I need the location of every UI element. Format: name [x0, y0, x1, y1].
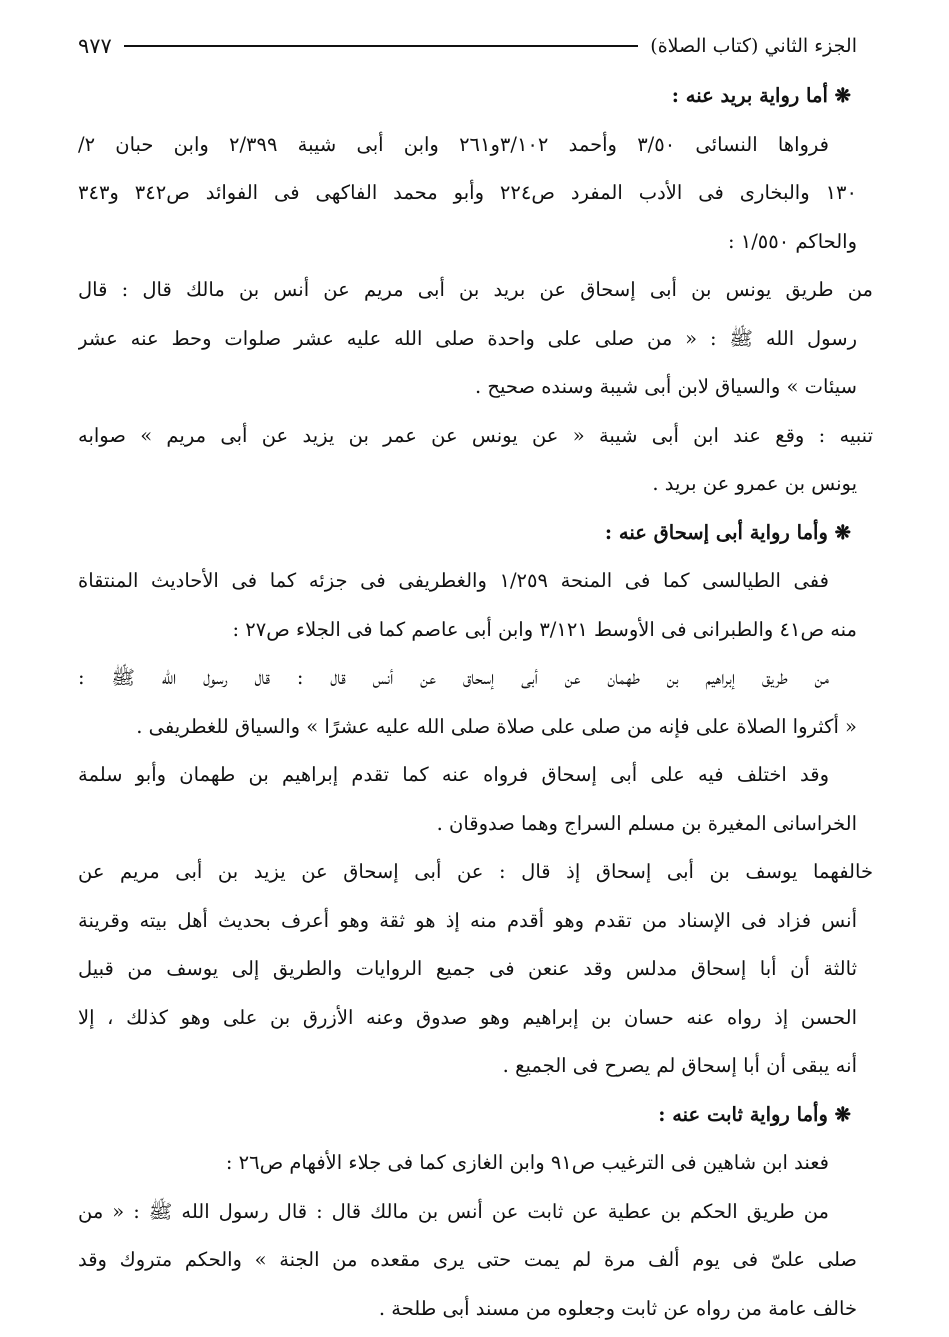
section-heading: ❋ وأما رواية أبى إسحاق عنه : [604, 520, 851, 544]
text-line: تنبيه : وقع عند ابن أبى شيبة « عن يونس عن عمر بن يزيد عن أبى مريم » صوابه [78, 423, 873, 447]
text-line: فرواها النسائى ٣/٥٠ وأحمد ٣/١٠٢و٢٦١ وابن أبى شيبة ٢/٣٩٩ وابن حبان ٢/ [78, 132, 829, 156]
text-line: الحسن إذ رواه عنه حسان بن إبراهيم وهو صدوق وعنه الأزرق بن على وهو كذلك ، إلا [78, 1005, 857, 1029]
body-text [78, 72, 873, 1333]
text-line: سيئات » والسياق لابن أبى شيبة وسنده صحيح . [474, 375, 857, 398]
header-rule [124, 45, 638, 47]
text-line: من طريق يونس بن أبى إسحاق عن بريد بن أبى مريم عن أنس بن مالك قال : قال [78, 278, 873, 301]
text-line: وقد اختلف فيه على أبى إسحاق فرواه عنه كما تقدم إبراهيم بن طهمان وأبو سلمة [78, 763, 829, 786]
text-line: ١٣٠ والبخارى فى الأدب المفرد ص٢٢٤ وأبو محمد الفاكهى فى الفوائد ص٣٤٢ و٣٤٣ [78, 181, 857, 204]
text-line: والحاكم ١/٥٥٠ : [727, 229, 857, 253]
text-line: من طريق الحكم بن عطية عن ثابت عن أنس بن مالك قال : قال رسول الله ﷺ : « من [78, 1199, 829, 1223]
text-line: أنس فزاد فى الإسناد من تقدم وهو أقدم منه إذ هو ثقة وهو أعرف بحديث أهل بيته وقرينة [78, 908, 857, 932]
text-line: من طريق إبراهيم بن طهمان عن أبى إسحاق عن أنس قال : قال رسول الله ﷺ : [78, 666, 829, 689]
text-line: الخراسانى المغيرة بن مسلم السراج وهما صدوقان . [436, 811, 857, 835]
text-line: ففى الطيالسى كما فى المنحة ١/٢٥٩ والغطريفى فى جزئه كما فى الأحاديث المنتقاة [78, 569, 829, 592]
text-line: صلى علىّ فى يوم ألف مرة لم يمت حتى يرى مقعده من الجنة » والحكم متروك وقد [78, 1248, 857, 1271]
running-header [78, 28, 857, 64]
text-line: رسول الله ﷺ : « من صلى على واحدة صلى الله عليه عشر صلوات وحط عنه عشر [78, 326, 857, 350]
section-heading: ❋ وأما رواية ثابت عنه : [658, 1102, 851, 1126]
header-title: الجزء الثاني (كتاب الصلاة) [650, 35, 857, 57]
text-line: خالفهما يوسف بن أبى إسحاق إذ قال : عن أبى إسحاق عن يزيد بن أبى مريم عن [78, 860, 873, 883]
text-line: منه ص٤١ والطبرانى فى الأوسط ٣/١٢١ وابن أبى عاصم كما فى الجلاء ص٢٧ : [232, 617, 857, 641]
text-line: « أكثروا الصلاة على فإنه من صلى على صلاة صلى الله عليه عشرًا » والسياق للغطريفى . [136, 714, 857, 738]
page-number: ٩٧٧ [78, 34, 112, 58]
text-line: خالف عامة من رواه عن ثابت وجعلوه من مسند أبى طلحة . [378, 1296, 857, 1320]
text-line: أنه يبقى أن أبا إسحاق لم يصرح فى الجميع . [502, 1054, 857, 1077]
text-line: ثالثة أن أبا إسحاق مدلس وقد عنعن فى جميع الروايات والطريق إلى يوسف من قبيل [78, 957, 857, 980]
section-heading: ❋ أما رواية بريد عنه : [671, 84, 851, 107]
text-line: يونس بن عمرو عن بريد . [652, 472, 857, 495]
text-line: فعند ابن شاهين فى الترغيب ص٩١ وابن الغازى كما فى جلاء الأفهام ص٢٦ : [225, 1151, 829, 1174]
